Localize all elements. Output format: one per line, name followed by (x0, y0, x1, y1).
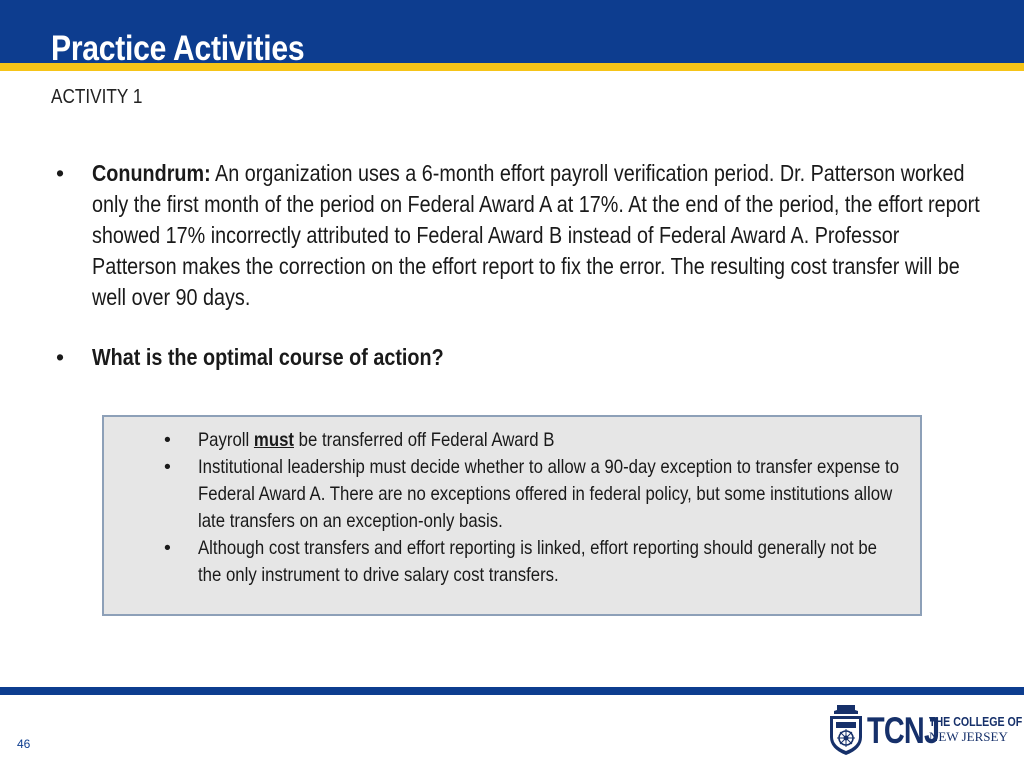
logo-college-line2: NEW JERSEY (929, 729, 1008, 744)
answer-box (102, 415, 922, 616)
question-text (92, 342, 986, 373)
conundrum-bullet (56, 158, 1016, 313)
tcnj-logo (828, 703, 1023, 759)
bullet-icon: • (164, 429, 171, 451)
footer-band (0, 687, 1024, 695)
answer-item (164, 454, 904, 535)
answer-bullet-list (164, 427, 904, 589)
main-bullet-list (56, 158, 1016, 373)
answer-item-after: be transferred off Federal Award B (293, 429, 555, 451)
answer-item-text: Institutional leadership must decide whether to allow a 90-day exception to transfer expense to Federal Award A. There are no exceptions offered in federal policy, but some institutions allow late transfers on an exception-only basis. (198, 456, 900, 532)
answer-item-text: Although cost transfers and effort reporting is linked, effort reporting should generally not be the only instrument to drive salary cost transfers. (198, 537, 877, 586)
question-bullet (56, 342, 1016, 373)
slide-title: Practice Activities (51, 29, 305, 68)
bullet-icon: • (56, 160, 65, 186)
must-emphasis: must (253, 429, 294, 451)
answer-item-text (198, 427, 901, 454)
answer-item (164, 535, 904, 589)
answer-item-before: Payroll (198, 429, 254, 451)
question-label: What is the optimal course of action? (92, 344, 444, 370)
college-seal-icon (828, 703, 864, 757)
page-number: 46 (17, 737, 31, 751)
answer-item (164, 427, 904, 454)
bullet-icon: • (164, 537, 171, 559)
conundrum-label: Conundrum: (92, 160, 211, 186)
logo-wordmark: TCNJ (867, 710, 940, 751)
bullet-icon: • (56, 344, 65, 370)
conundrum-body: An organization uses a 6-month effort payroll verification period. Dr. Patterson worked only the first month of the period on Federal Award A at 17%. At the end of the period, the effort report showed 17% incorrectly attributed to Federal Award B instead of Federal Award A. Professor Patterson makes the correction on the effort report to fix the error. The resulting cost transfer will be well over 90 days. (92, 160, 980, 310)
conundrum-text (92, 158, 986, 313)
slide-subtitle: ACTIVITY 1 (51, 86, 143, 108)
bullet-icon: • (164, 456, 171, 478)
logo-college-line1: THE COLLEGE OF (929, 715, 1023, 729)
